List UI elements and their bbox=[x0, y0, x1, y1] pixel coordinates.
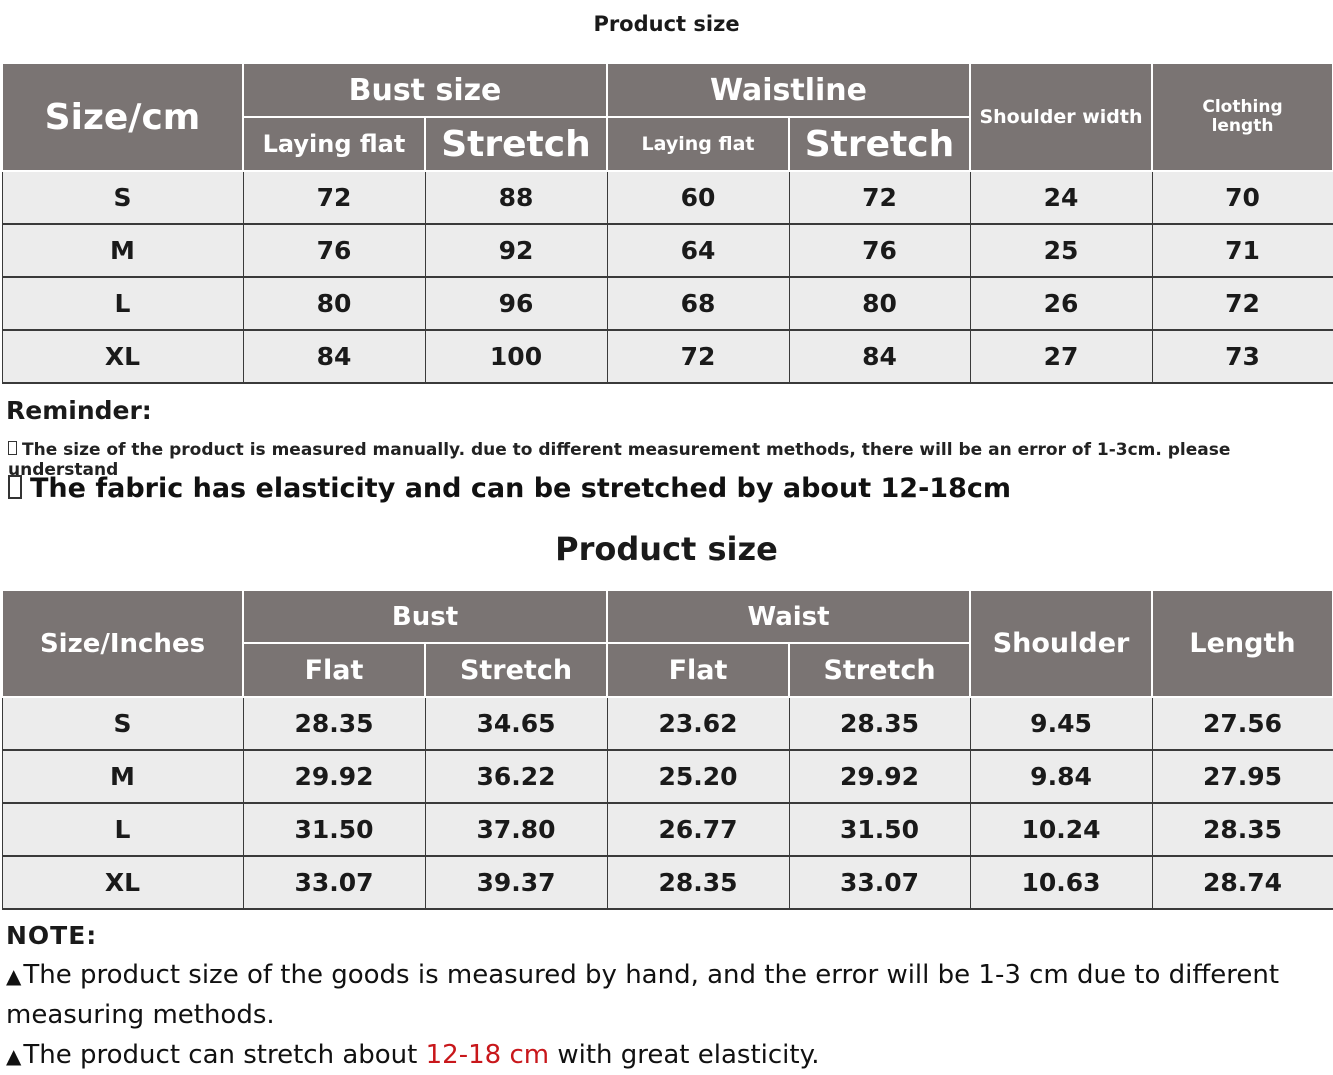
cell-waist-stretch: 80 bbox=[789, 277, 970, 330]
cell-waist-stretch: 84 bbox=[789, 330, 970, 383]
header-waist: Waistline bbox=[607, 63, 970, 117]
cell-length: 72 bbox=[1152, 277, 1333, 330]
cell-shoulder: 9.84 bbox=[970, 750, 1152, 803]
cell-size: XL bbox=[2, 856, 243, 909]
note-line-1 bbox=[6, 960, 1306, 990]
cell-bust-flat: 84 bbox=[243, 330, 425, 383]
triangle-bullet-icon: ▲ bbox=[6, 964, 22, 988]
reminder-title: Reminder: bbox=[6, 396, 152, 425]
reminder-line-2-text: The fabric has elasticity and can be stretched by about 12-18cm bbox=[30, 473, 1011, 504]
table-row bbox=[2, 171, 1333, 224]
cell-shoulder: 10.63 bbox=[970, 856, 1152, 909]
cell-bust-stretch: 96 bbox=[425, 277, 607, 330]
cell-bust-stretch: 34.65 bbox=[425, 697, 607, 750]
header-bust-stretch: Stretch bbox=[425, 643, 607, 697]
header-bust: Bust bbox=[243, 590, 607, 643]
cell-length: 27.95 bbox=[1152, 750, 1333, 803]
cell-bust-flat: 28.35 bbox=[243, 697, 425, 750]
cell-bust-stretch: 36.22 bbox=[425, 750, 607, 803]
note-title: NOTE: bbox=[6, 921, 98, 950]
cell-bust-stretch: 100 bbox=[425, 330, 607, 383]
cell-shoulder: 24 bbox=[970, 171, 1152, 224]
table-row bbox=[2, 224, 1333, 277]
table-row bbox=[2, 697, 1333, 750]
cell-shoulder: 27 bbox=[970, 330, 1152, 383]
cell-bust-stretch: 92 bbox=[425, 224, 607, 277]
cell-length: 27.56 bbox=[1152, 697, 1333, 750]
cell-shoulder: 26 bbox=[970, 277, 1152, 330]
note-line-3-pre: The product can stretch about bbox=[23, 1040, 426, 1070]
header-length bbox=[1152, 63, 1333, 171]
cell-length: 70 bbox=[1152, 171, 1333, 224]
size-chart-title-inches: Product size bbox=[555, 530, 778, 568]
cell-size: S bbox=[2, 697, 243, 750]
cell-size: M bbox=[2, 224, 243, 277]
cell-waist-flat: 60 bbox=[607, 171, 789, 224]
cell-bust-flat: 76 bbox=[243, 224, 425, 277]
header-shoulder: Shoulder width bbox=[970, 63, 1152, 171]
header-waist-flat: Laying flat bbox=[607, 117, 789, 171]
header-size: Size/Inches bbox=[2, 590, 243, 697]
cell-shoulder: 9.45 bbox=[970, 697, 1152, 750]
header-bust: Bust size bbox=[243, 63, 607, 117]
cell-waist-flat: 26.77 bbox=[607, 803, 789, 856]
cell-waist-stretch: 76 bbox=[789, 224, 970, 277]
cell-waist-flat: 28.35 bbox=[607, 856, 789, 909]
size-table-cm bbox=[1, 62, 1333, 384]
cell-waist-flat: 72 bbox=[607, 330, 789, 383]
header-shoulder: Shoulder bbox=[970, 590, 1152, 697]
header-length: Length bbox=[1152, 590, 1333, 697]
header-bust-flat: Laying flat bbox=[243, 117, 425, 171]
cell-length: 28.35 bbox=[1152, 803, 1333, 856]
note-line-3-highlight: 12-18 cm bbox=[425, 1040, 550, 1070]
header-waist-stretch: Stretch bbox=[789, 117, 970, 171]
triangle-bullet-icon: ▲ bbox=[6, 1044, 22, 1068]
cell-bust-flat: 31.50 bbox=[243, 803, 425, 856]
cell-waist-stretch: 72 bbox=[789, 171, 970, 224]
cell-shoulder: 25 bbox=[970, 224, 1152, 277]
cell-waist-stretch: 28.35 bbox=[789, 697, 970, 750]
header-bust-flat: Flat bbox=[243, 643, 425, 697]
cell-size: S bbox=[2, 171, 243, 224]
cell-size: L bbox=[2, 803, 243, 856]
cell-bust-stretch: 88 bbox=[425, 171, 607, 224]
cell-waist-stretch: 31.50 bbox=[789, 803, 970, 856]
cell-waist-flat: 68 bbox=[607, 277, 789, 330]
header-waist-flat: Flat bbox=[607, 643, 789, 697]
cell-bust-flat: 72 bbox=[243, 171, 425, 224]
cell-waist-stretch: 33.07 bbox=[789, 856, 970, 909]
cell-size: XL bbox=[2, 330, 243, 383]
table-row bbox=[2, 277, 1333, 330]
header-length-line2: length bbox=[1211, 116, 1274, 136]
size-table-inches bbox=[1, 589, 1333, 910]
header-bust-stretch: Stretch bbox=[425, 117, 607, 171]
cell-length: 71 bbox=[1152, 224, 1333, 277]
header-waist: Waist bbox=[607, 590, 970, 643]
cell-waist-stretch: 29.92 bbox=[789, 750, 970, 803]
missing-glyph-icon bbox=[8, 441, 17, 455]
cell-size: L bbox=[2, 277, 243, 330]
cell-bust-flat: 29.92 bbox=[243, 750, 425, 803]
note-line-1-text: The product size of the goods is measured by hand, and the error will be 1-3 cm due to different bbox=[23, 960, 1280, 990]
cell-length: 73 bbox=[1152, 330, 1333, 383]
cell-bust-flat: 33.07 bbox=[243, 856, 425, 909]
cell-waist-flat: 25.20 bbox=[607, 750, 789, 803]
reminder-line-1-text: The size of the product is measured manually. due to different measurement methods, there will be an error of 1-3cm. please understand bbox=[8, 440, 1231, 480]
cell-bust-flat: 80 bbox=[243, 277, 425, 330]
cell-size: M bbox=[2, 750, 243, 803]
header-waist-stretch: Stretch bbox=[789, 643, 970, 697]
table-row bbox=[2, 750, 1333, 803]
cell-waist-flat: 64 bbox=[607, 224, 789, 277]
header-length-line1: Clothing bbox=[1202, 97, 1283, 117]
table-row bbox=[2, 330, 1333, 383]
note-line-3 bbox=[6, 1040, 1306, 1070]
size-chart-title-cm: Product size bbox=[593, 12, 740, 36]
cell-shoulder: 10.24 bbox=[970, 803, 1152, 856]
note-line-3-post: with great elasticity. bbox=[549, 1040, 820, 1070]
missing-glyph-icon bbox=[8, 475, 22, 499]
reminder-line-2 bbox=[8, 473, 1011, 504]
header-size: Size/cm bbox=[2, 63, 243, 171]
cell-length: 28.74 bbox=[1152, 856, 1333, 909]
cell-bust-stretch: 37.80 bbox=[425, 803, 607, 856]
note-line-2: measuring methods. bbox=[6, 1000, 275, 1030]
table-row bbox=[2, 803, 1333, 856]
cell-waist-flat: 23.62 bbox=[607, 697, 789, 750]
table-row bbox=[2, 856, 1333, 909]
cell-bust-stretch: 39.37 bbox=[425, 856, 607, 909]
